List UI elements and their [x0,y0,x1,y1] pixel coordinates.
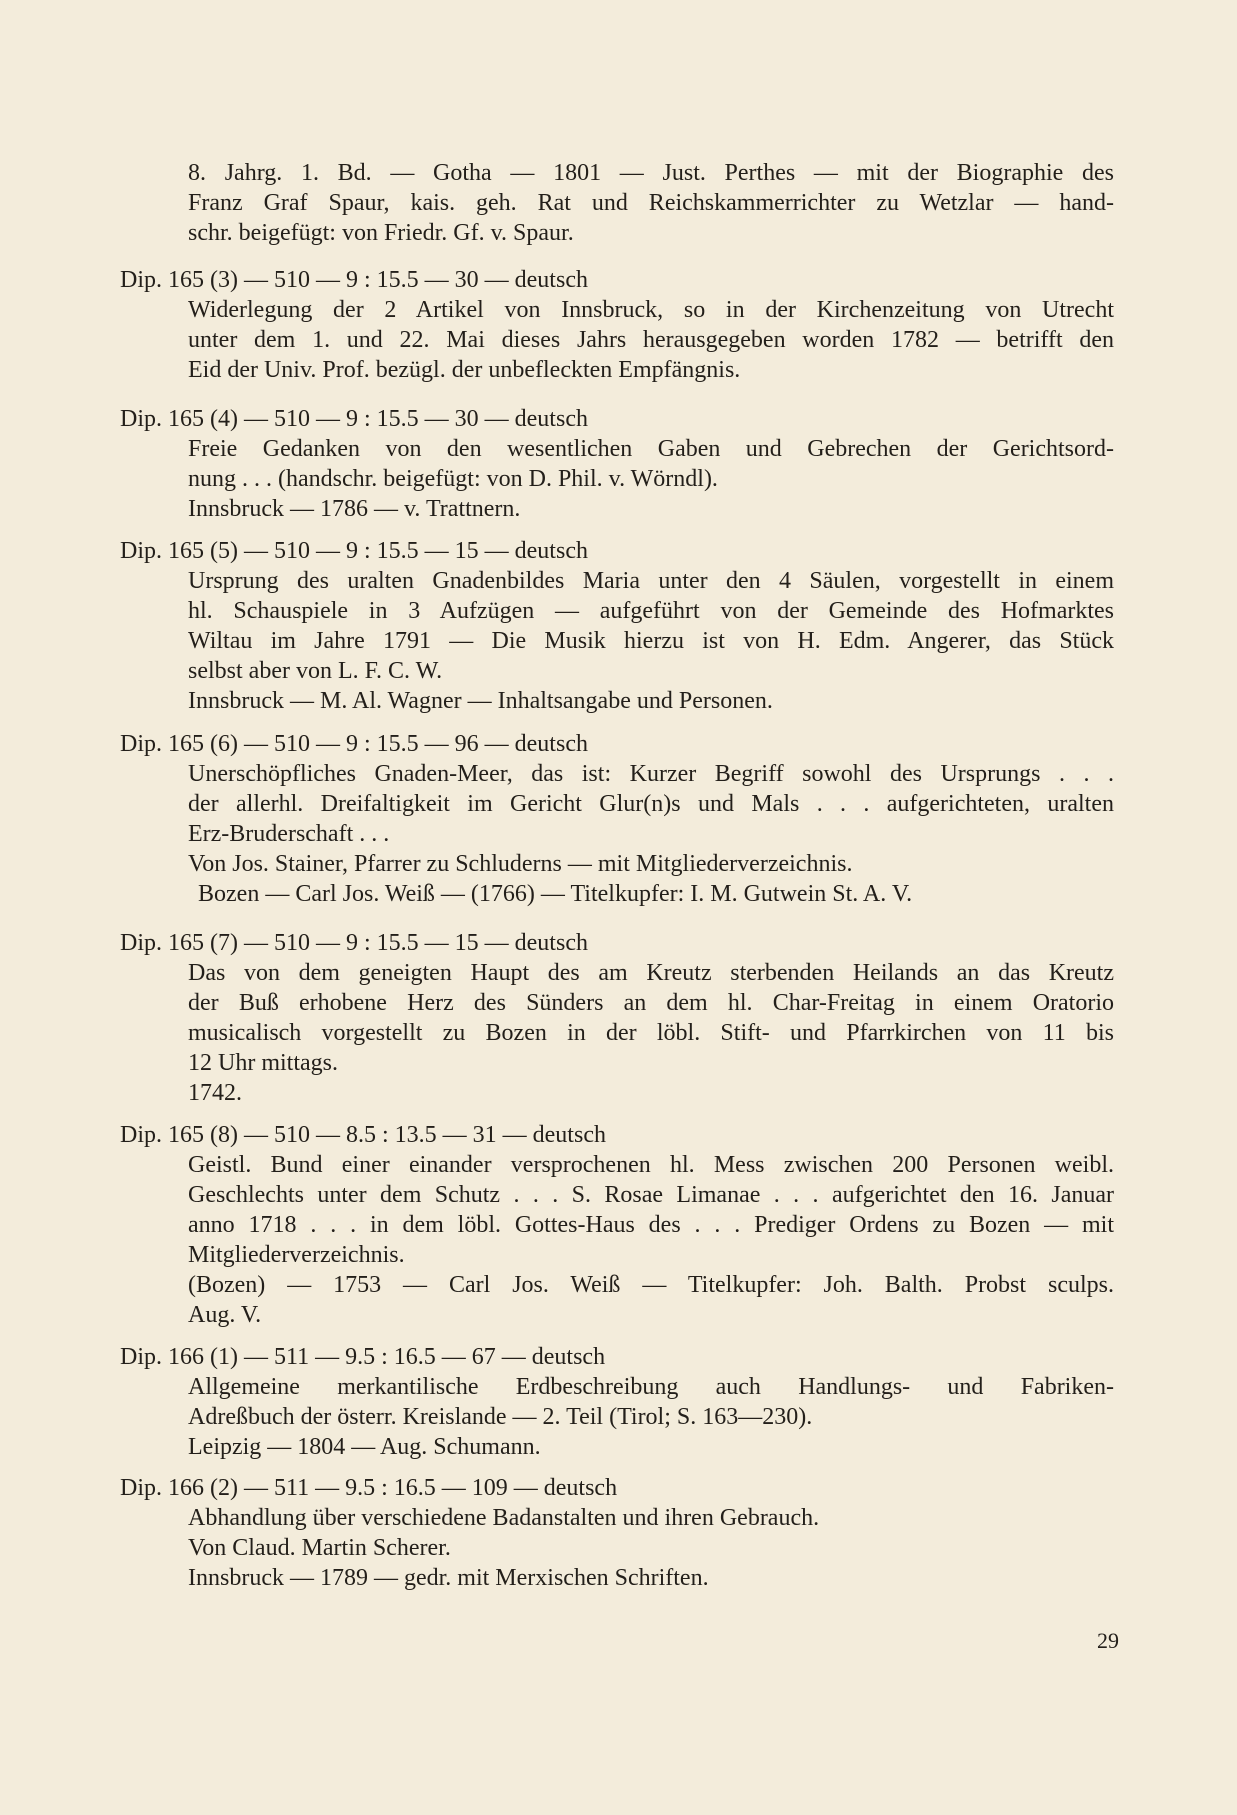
entry-heading: Dip. 166 (2) — 511 — 9.5 : 16.5 — 109 — deutsch [120,1475,618,1501]
intro-continuation [188,158,1114,248]
catalog-entry-dip-165-7 [120,928,1114,1108]
entry-line: Von Jos. Stainer, Pfarrer zu Schluderns — mit Mitgliederverzeichnis. [188,851,853,877]
entry-line: Adreßbuch der österr. Kreislande — 2. Teil (Tirol; S. 163—230). [188,1404,813,1430]
catalog-entry-dip-165-5 [120,536,1114,716]
intro-line: 8. Jahrg. 1. Bd. — Gotha — 1801 — Just. Perthes — mit der Biographie des [188,160,1114,186]
entry-body [120,566,1114,716]
entry-line: Ursprung des uralten Gnadenbildes Maria unter den 4 Säulen, vorgestellt in einem [188,568,1114,594]
entry-line: nung . . . (handschr. beigefügt: von D. Phil. v. Wörndl). [188,466,718,492]
entry-line: Innsbruck — 1789 — gedr. mit Merxischen Schriften. [188,1565,709,1591]
entry-heading: Dip. 165 (3) — 510 — 9 : 15.5 — 30 — deutsch [120,267,588,293]
entry-line: Bozen — Carl Jos. Weiß — (1766) — Titelkupfer: I. M. Gutwein St. A. V. [198,881,913,907]
entry-line: Allgemeine merkantilische Erdbeschreibung auch Handlungs- und Fabriken- [188,1374,1114,1400]
entry-heading: Dip. 165 (8) — 510 — 8.5 : 13.5 — 31 — deutsch [120,1122,606,1148]
intro-line: schr. beigefügt: von Friedr. Gf. v. Spaur. [188,220,574,246]
entry-body [120,434,1114,524]
entry-heading: Dip. 166 (1) — 511 — 9.5 : 16.5 — 67 — deutsch [120,1344,606,1370]
entry-line: Freie Gedanken von den wesentlichen Gaben und Gebrechen der Gerichtsord- [188,436,1114,462]
catalog-entry-dip-165-3 [120,265,1114,385]
entry-body [120,295,1114,385]
page-number: 29 [1097,1628,1119,1653]
catalog-entry-dip-165-8 [120,1120,1114,1330]
entry-line: anno 1718 . . . in dem löbl. Gottes-Haus des . . . Prediger Ordens zu Bozen — mit [188,1212,1114,1238]
entry-line: 12 Uhr mittags. [188,1050,338,1076]
entry-line: Widerlegung der 2 Artikel von Innsbruck, so in der Kirchenzeitung von Utrecht [188,297,1114,323]
entry-line: selbst aber von L. F. C. W. [188,658,443,684]
entry-line: Innsbruck — M. Al. Wagner — Inhaltsangabe und Personen. [188,688,773,714]
entry-line: Geistl. Bund einer einander versprochenen hl. Mess zwischen 200 Personen weibl. [188,1152,1114,1178]
entry-line: Aug. V. [188,1302,262,1328]
entry-line: (Bozen) — 1753 — Carl Jos. Weiß — Titelkupfer: Joh. Balth. Probst sculps. [188,1272,1114,1298]
entry-line: Abhandlung über verschiedene Badanstalten und ihren Gebrauch. [188,1505,820,1531]
catalog-entry-dip-165-4 [120,404,1114,524]
entry-line: Geschlechts unter dem Schutz . . . S. Rosae Limanae . . . aufgerichtet den 16. Januar [188,1182,1114,1208]
catalog-entry-dip-165-6 [120,729,1114,909]
entry-line: Leipzig — 1804 — Aug. Schumann. [188,1434,541,1460]
entry-line: hl. Schauspiele in 3 Aufzügen — aufgeführt von der Gemeinde des Hofmarktes [188,598,1114,624]
entry-heading: Dip. 165 (5) — 510 — 9 : 15.5 — 15 — deutsch [120,538,588,564]
entry-body [120,1503,1114,1593]
entry-heading: Dip. 165 (6) — 510 — 9 : 15.5 — 96 — deutsch [120,731,588,757]
entry-heading: Dip. 165 (4) — 510 — 9 : 15.5 — 30 — deutsch [120,406,588,432]
entry-line: der allerhl. Dreifaltigkeit im Gericht Glur(n)s und Mals . . . aufgerichteten, uralten [188,791,1114,817]
entry-line: 1742. [188,1080,242,1106]
entry-heading: Dip. 165 (7) — 510 — 9 : 15.5 — 15 — deutsch [120,930,588,956]
entry-line: Mitgliederverzeichnis. [188,1242,405,1268]
entry-body [120,1372,1114,1462]
entry-line: Unerschöpfliches Gnaden-Meer, das ist: Kurzer Begriff sowohl des Ursprungs . . . [188,761,1114,787]
entry-line: Innsbruck — 1786 — v. Trattnern. [188,496,521,522]
entry-line: Eid der Univ. Prof. bezügl. der unbefleckten Empfängnis. [188,357,741,383]
catalog-entry-dip-166-1 [120,1342,1114,1462]
entry-line: Wiltau im Jahre 1791 — Die Musik hierzu ist von H. Edm. Angerer, das Stück [188,628,1114,654]
intro-line: Franz Graf Spaur, kais. geh. Rat und Reichskammerrichter zu Wetzlar — hand- [188,190,1114,216]
catalog-entry-dip-166-2 [120,1473,1114,1593]
entry-line: musicalisch vorgestellt zu Bozen in der löbl. Stift- und Pfarrkirchen von 11 bis [188,1020,1114,1046]
entry-line: Das von dem geneigten Haupt des am Kreutz sterbenden Heilands an das Kreutz [188,960,1114,986]
entry-body [120,759,1114,909]
entry-body [120,958,1114,1108]
entry-line: Von Claud. Martin Scherer. [188,1535,451,1561]
entry-line: der Buß erhobene Herz des Sünders an dem hl. Char-Freitag in einem Oratorio [188,990,1114,1016]
entry-body [120,1150,1114,1330]
entry-line: Erz-Bruderschaft . . . [188,821,390,847]
entry-line: unter dem 1. und 22. Mai dieses Jahrs herausgegeben worden 1782 — betrifft den [188,327,1114,353]
